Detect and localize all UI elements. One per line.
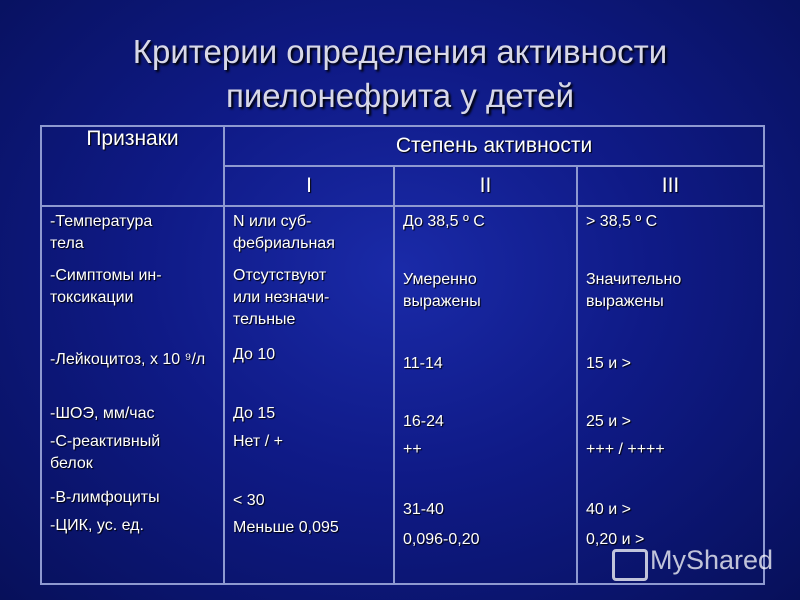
header-degree-2: II	[394, 166, 577, 206]
d3-esr: 25 и >	[586, 413, 631, 430]
sign-crp: -С-реактивный белок	[50, 433, 161, 472]
d3-cic: 0,20 и >	[586, 531, 645, 548]
d1-esr: До 15	[233, 405, 276, 422]
d1-crp: Нет / +	[233, 433, 283, 450]
d2-crp: ++	[403, 441, 422, 458]
d1-b-lymphocytes: < 30	[233, 492, 265, 509]
d1-cic: Меньше 0,095	[233, 519, 339, 536]
d3-temperature: > 38,5 º С	[586, 213, 658, 230]
d2-cic: 0,096-0,20	[403, 531, 480, 548]
d1-intoxication: Отсутствуют или незначи- тельные	[233, 267, 330, 328]
d3-b-lymphocytes: 40 и >	[586, 501, 631, 518]
sign-b-lymphocytes: -В-лимфоциты	[50, 489, 160, 506]
sign-intoxication: -Симптомы ин- токсикации	[50, 267, 162, 306]
header-signs: Признаки	[41, 126, 224, 206]
presentation-board-icon	[612, 549, 648, 581]
slide-title: Критерии определения активности пиелонефрита у детей	[132, 33, 668, 114]
sign-leukocytosis: -Лейкоцитоз, х 10 ⁹/л	[50, 351, 206, 368]
header-degree-3: III	[577, 166, 764, 206]
activity-criteria-table	[40, 125, 765, 585]
sign-cic: -ЦИК, ус. ед.	[50, 517, 144, 534]
d1-temperature: N или суб- фебриальная	[233, 213, 335, 252]
signs-column	[41, 206, 224, 584]
d1-leukocytosis: До 10	[233, 346, 276, 363]
d2-temperature: До 38,5 º С	[403, 213, 485, 230]
d2-intoxication: Умеренно выражены	[403, 271, 481, 310]
degree-3-column	[577, 206, 764, 584]
d2-esr: 16-24	[403, 413, 444, 430]
header-degree-1: I	[224, 166, 394, 206]
degree-1-column	[224, 206, 394, 584]
header-activity-degree: Степень активности	[224, 126, 764, 166]
d3-leukocytosis: 15 и >	[586, 355, 631, 372]
d3-intoxication: Значительно выражены	[586, 271, 682, 310]
sign-temperature: -Температура тела	[50, 213, 153, 252]
d2-leukocytosis: 11-14	[403, 355, 443, 372]
degree-2-column	[394, 206, 577, 584]
sign-esr: -ШОЭ, мм/час	[50, 405, 155, 422]
d3-crp: +++ / ++++	[586, 441, 665, 458]
watermark-text: MyShared	[650, 545, 774, 575]
d2-b-lymphocytes: 31-40	[403, 501, 444, 518]
